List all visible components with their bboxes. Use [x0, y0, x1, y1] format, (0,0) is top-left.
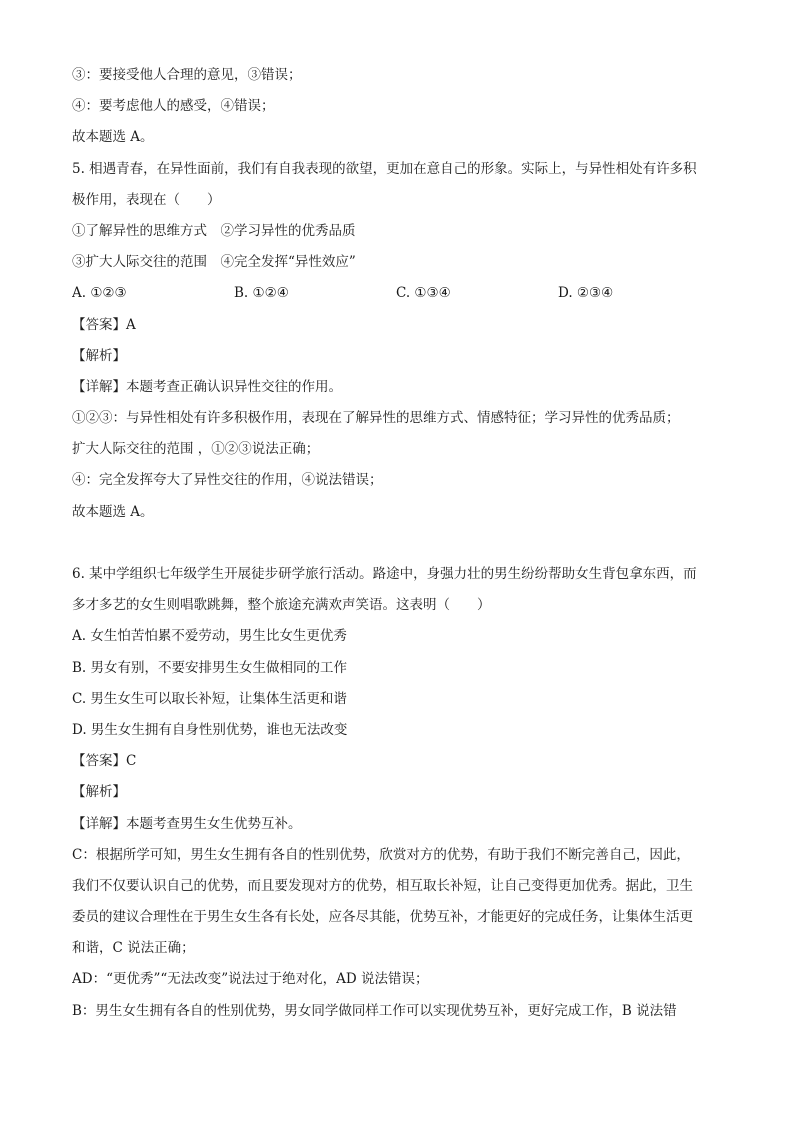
- q5-option-a: A. ①②③: [72, 285, 127, 302]
- q5-conclusion: 故本题选 A。: [72, 503, 154, 520]
- q6-explanation-6: B：男生女生拥有各自的性别优势，男女同学做同样工作可以实现优势互补，更好完成工作，B 说法错: [72, 1002, 677, 1019]
- q6-explanation-2: 我们不仅要认识自己的优势，而且要发现对方的优势，相互取长补短，让自己变得更加优秀。据此，卫生: [72, 877, 693, 894]
- q5-stem-line-2: 极作用，表现在（ ）: [72, 191, 221, 208]
- q6-option-c: C. 男生女生可以取长补短，让集体生活更和谐: [72, 690, 347, 707]
- q5-detail: 【详解】本题考查正确认识异性交往的作用。: [72, 378, 342, 395]
- q5-explanation-3: ④：完全发挥夸大了异性交往的作用，④说法错误；: [72, 472, 383, 489]
- q5-option-c: C. ①③④: [396, 285, 451, 302]
- q6-option-b: B. 男女有别，不要安排男生女生做相同的工作: [72, 659, 348, 676]
- q5-stem-line-1: 5. 相遇青春，在异性面前，我们有自我表现的欲望，更加在意自己的形象。实际上，与异性相处有许多积: [72, 160, 697, 177]
- q5-answer: 【答案】A: [72, 316, 136, 333]
- q6-stem-line-2: 多才多艺的女生则唱歌跳舞，整个旅途充满欢声笑语。这表明（ ）: [72, 597, 491, 614]
- q5-options: [72, 278, 732, 309]
- q6-detail: 【详解】本题考查男生女生优势互补。: [72, 815, 302, 832]
- q4-explanation-3: ③：要接受他人合理的意见，③错误；: [72, 67, 302, 83]
- q6-explanation-1: C：根据所学可知，男生女生拥有各自的性别优势，欣赏对方的优势，有助于我们不断完善自己，因此，: [72, 846, 690, 863]
- q5-explanation-1: ①②③：与异性相处有许多积极作用，表现在了解异性的思维方式、情感特征；学习异性的优秀品质；: [72, 410, 680, 427]
- q6-explanation-4: 和谐，C 说法正确；: [72, 940, 195, 957]
- q6-option-a: A. 女生怕苦怕累不爱劳动，男生比女生更优秀: [72, 628, 347, 645]
- q6-explanation-3: 委员的建议合理性在于男生女生各有长处，应各尽其能，优势互补，才能更好的完成任务，让集体生活更: [72, 909, 693, 926]
- q5-item-line-1: ①了解异性的思维方式 ②学习异性的优秀品质: [72, 222, 356, 239]
- q5-analysis-heading: 【解析】: [72, 347, 126, 364]
- q6-stem-line-1: 6. 某中学组织七年级学生开展徒步研学旅行活动。路途中，身强力壮的男生纷纷帮助女生背包拿东西，而: [72, 566, 697, 582]
- q4-conclusion: 故本题选 A。: [72, 129, 154, 146]
- q6-analysis-heading: 【解析】: [72, 784, 126, 801]
- document-page: [72, 60, 732, 1027]
- q4-explanation-4: ④：要考虑他人的感受，④错误；: [72, 98, 275, 115]
- q6-explanation-5: AD：“更优秀”“无法改变”说法过于绝对化，AD 说法错误；: [72, 971, 429, 988]
- section-spacer: [72, 528, 732, 559]
- q5-option-d: D. ②③④: [558, 285, 614, 302]
- q6-answer: 【答案】C: [72, 753, 137, 770]
- q5-item-line-2: ③扩大人际交往的范围 ④完全发挥“异性效应”: [72, 254, 356, 271]
- q6-option-d: D. 男生女生拥有自身性别优势，谁也无法改变: [72, 721, 348, 738]
- q5-option-b: B. ①②④: [234, 285, 289, 302]
- q5-explanation-2: 扩大人际交往的范围 ，①②③说法正确；: [72, 441, 320, 458]
